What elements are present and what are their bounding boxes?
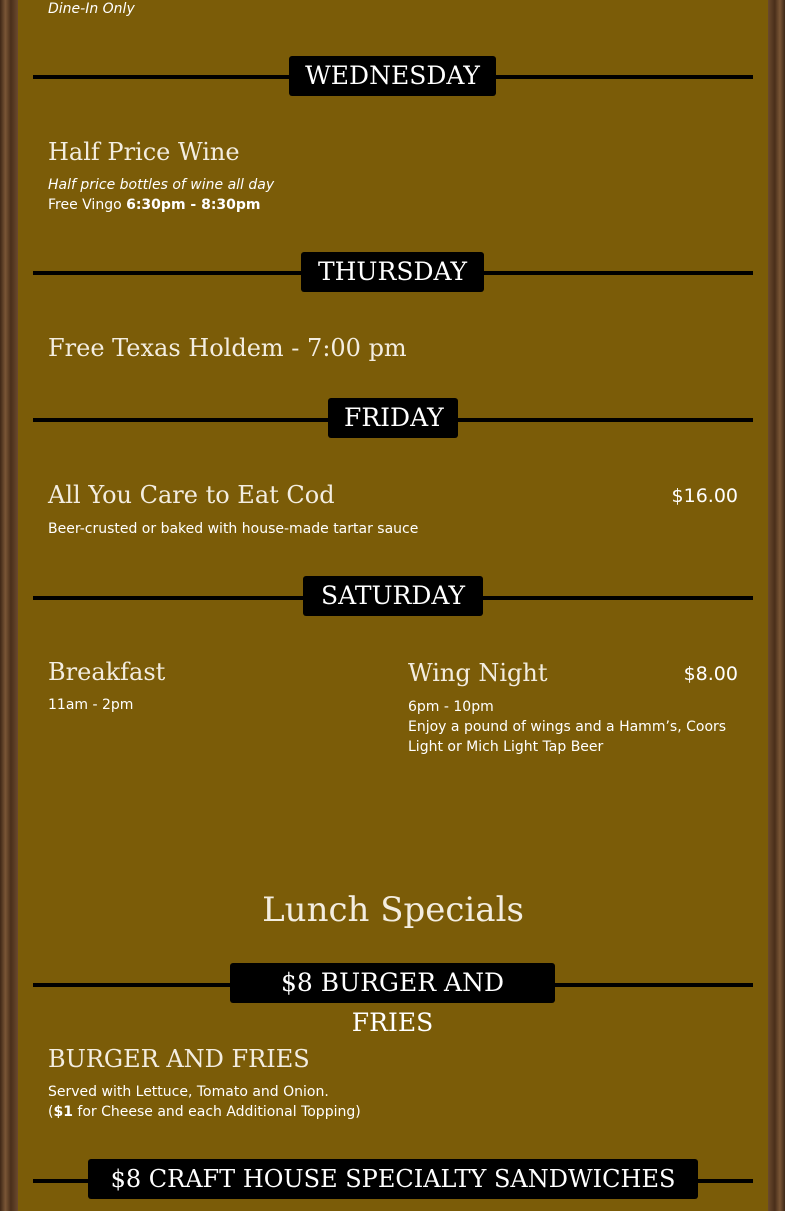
burger-label: $8 BURGER AND FRIES [230, 963, 555, 1003]
wood-border-right [768, 0, 785, 1211]
friday-label: FRIDAY [328, 398, 458, 438]
wing-night-title: Wing Night [408, 659, 548, 687]
wing-night-time: 6pm - 10pm [408, 699, 494, 715]
wing-night-price: $8.00 [683, 663, 738, 685]
sandwich-label: $8 CRAFT HOUSE SPECIALTY SANDWICHES [88, 1159, 698, 1199]
topping-rest: for Cheese and each Additional Topping) [72, 1104, 361, 1120]
wednesday-item-desc: Half price bottles of wine all day [48, 177, 275, 193]
wing-night-desc-1: Enjoy a pound of wings and a Hamm’s, Coors [408, 719, 727, 735]
breakfast-time: 11am - 2pm [48, 697, 134, 713]
breakfast-title: Breakfast [48, 658, 166, 686]
friday-item-desc: Beer-crusted or baked with house-made tartar sauce [48, 521, 419, 537]
wednesday-vingo [48, 197, 261, 213]
saturday-label: SATURDAY [303, 576, 483, 616]
topping-open: ( [48, 1104, 54, 1120]
menu-panel [18, 0, 768, 1211]
lunch-specials-heading: Lunch Specials [262, 890, 524, 930]
thursday-item-title: Free Texas Holdem - 7:00 pm [48, 334, 407, 362]
burger-desc: Served with Lettuce, Tomato and Onion. [48, 1084, 329, 1100]
vingo-prefix: Free Vingo [48, 197, 127, 213]
topping-price: $1 [53, 1104, 73, 1120]
wood-border-left [0, 0, 18, 1211]
friday-item-title: All You Care to Eat Cod [48, 481, 335, 509]
thursday-label: THURSDAY [301, 252, 484, 292]
dine-in-note: Dine-In Only [48, 1, 135, 17]
friday-item-price: $16.00 [671, 485, 738, 507]
burger-title: BURGER AND FRIES [48, 1045, 310, 1073]
wednesday-label: WEDNESDAY [289, 56, 496, 96]
topping-note [48, 1104, 361, 1120]
wednesday-item-title: Half Price Wine [48, 138, 240, 166]
wing-night-desc-2: Light or Mich Light Tap Beer [408, 739, 604, 755]
vingo-time: 6:30pm - 8:30pm [126, 197, 261, 213]
